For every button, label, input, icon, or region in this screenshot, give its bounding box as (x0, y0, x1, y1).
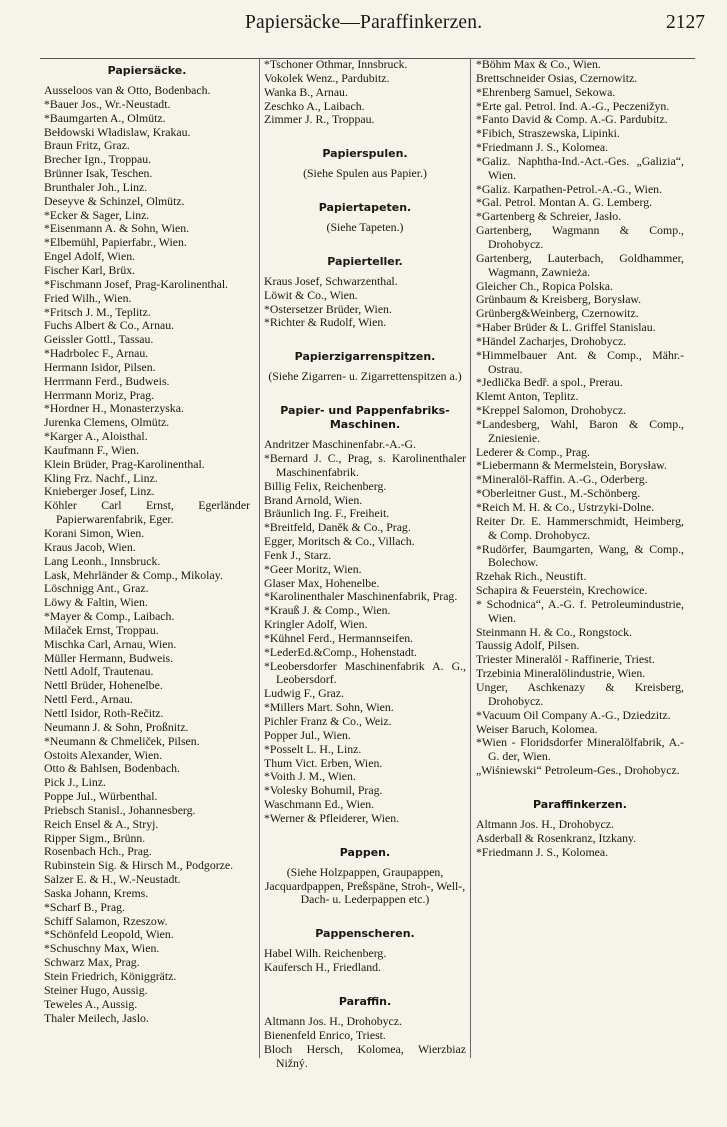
directory-entry: Brettschneider Osias, Czernowitz. (476, 70, 638, 85)
directory-entry: Taussig Adolf, Pilsen. (476, 638, 580, 653)
directory-entry: Korani Simon, Wien. (44, 526, 145, 540)
directory-entry: *Geer Moritz, Wien. (264, 561, 362, 576)
directory-entry: Neumann J. & Sohn, Proßnitz. (44, 719, 189, 734)
directory-entry: Bienenfeld Enrico, Triest. (264, 1027, 386, 1042)
directory-entry: *Mayer & Comp., Laibach. (44, 609, 175, 624)
directory-entry: Wanka B., Arnau. (264, 84, 348, 99)
directory-entry: Nettl Brüder, Hohenelbe. (44, 678, 163, 693)
directory-entry: Mischka Carl, Arnau, Wien. (44, 636, 177, 651)
directory-entry: *Elbemühl, Papierfabr., Wien. (44, 235, 187, 250)
directory-entry: Egger, Moritsch & Co., Villach. (264, 534, 415, 549)
directory-entry: „Wiśniewski“ Petroleum-Ges., Drohobycz. (476, 763, 680, 778)
directory-entry: Engel Adolf, Wien. (44, 249, 136, 264)
directory-entry: Brand Arnold, Wien. (264, 492, 363, 507)
directory-entry: Nettl Adolf, Trautenau. (44, 664, 154, 679)
directory-entry: *Gartenberg & Schreier, Jasło. (476, 209, 622, 224)
directory-entry: Gartenberg, Lauterbach, Goldhammer, Wagmann, Zawnieża. (476, 250, 684, 279)
section-heading: Papierteller. (327, 254, 403, 268)
cross-reference-note: (Siehe Zigarren- u. Zigarrettenspitzen a.) (268, 369, 462, 384)
directory-entry: *Kühnel Ferd., Hermannseifen. (264, 630, 414, 645)
directory-entry: Kraus Josef, Schwarzenthal. (264, 273, 398, 288)
directory-entry: *Händel Zacharjes, Drohobycz. (476, 333, 627, 348)
directory-entry: Rubinstein Sig. & Hirsch M., Podgorze. (44, 858, 234, 873)
directory-entry: Teweles A., Aussig. (44, 996, 138, 1011)
directory-entry: Köhler Carl Ernst, Egerländer Papierwarenfabrik, Eger. (44, 498, 250, 527)
directory-entry: *Friedmann J. S., Kolomea. (476, 140, 609, 155)
directory-entry: Altmann Jos. H., Drohobycz. (264, 1013, 402, 1028)
directory-entry: Bloch Hersch, Kolomea, Wierzbiaz Nižný. (264, 1041, 466, 1070)
directory-entry: Brunthaler Joh., Linz. (44, 179, 148, 194)
directory-entry: Lederer & Comp., Prag. (476, 444, 591, 459)
directory-entry: Bełdowski Władislaw, Krakau. (44, 124, 191, 139)
directory-entry: *Ehrenberg Samuel, Sekowa. (476, 84, 616, 99)
directory-entry: Milaček Ernst, Troppau. (44, 622, 159, 637)
directory-entry: *Schönfeld Leopold, Wien. (44, 927, 174, 942)
directory-entry: Bräunlich Ing. F., Freiheit. (264, 506, 390, 521)
directory-entry: *Friedmann J. S., Kolomea. (476, 844, 609, 859)
directory-entry: *Galiz. Karpathen-Petrol.-A.-G., Wien. (476, 181, 663, 196)
running-title: Papiersäcke—Paraffinkerzen. (245, 12, 483, 33)
directory-entry: Pichler Franz & Co., Weiz. (264, 714, 392, 728)
directory-entry: Brecher Ign., Troppau. (44, 152, 152, 167)
directory-entry: Stein Friedrich, Königgrätz. (44, 969, 177, 983)
directory-entry: Rosenbach Hch., Prag. (44, 844, 152, 859)
section-heading: Paraffinkerzen. (533, 797, 627, 811)
directory-entry: Herrmann Moriz, Prag. (44, 387, 155, 402)
directory-entry: Steinmann H. & Co., Rongstock. (476, 624, 632, 639)
directory-entry: *Werner & Pfleiderer, Wien. (264, 810, 400, 825)
directory-entry: Priebsch Stanisl., Johannesberg. (44, 802, 196, 817)
section-heading: Papierzigarrenspitzen. (294, 350, 436, 364)
directory-entry: Ostoits Alexander, Wien. (44, 747, 163, 762)
directory-entry: Nettl Ferd., Arnau. (44, 692, 133, 707)
directory-entry: *LederEd.&Comp., Hohenstadt. (264, 644, 418, 659)
section-spacer (264, 127, 466, 141)
directory-entry: Löwy & Faltin, Wien. (44, 595, 148, 610)
directory-entry: *Fibich, Straszewska, Lipinki. (476, 126, 620, 141)
directory-entry: Steiner Hugo, Aussig. (44, 982, 148, 997)
directory-entry: Nettl Isidor, Roth-Rečitz. (44, 705, 164, 720)
directory-entry: Triester Mineralöl - Raffinerie, Triest. (476, 652, 655, 667)
directory-entry: Fuchs Albert & Co., Arnau. (44, 318, 175, 333)
directory-entry: *Fanto David & Comp. A.-G. Pardubitz. (476, 112, 668, 127)
directory-entry: *Vacuum Oil Company A.-G., Dziedzitz. (476, 707, 671, 722)
directory-entry: Jurenka Clemens, Olmütz. (44, 415, 170, 430)
directory-entry: Grünberg&Weinberg, Czernowitz. (476, 306, 639, 321)
section-heading: Pappen. (339, 845, 391, 859)
section-spacer (264, 826, 466, 840)
cross-reference-note: (Siehe Spulen aus Papier.) (303, 166, 427, 181)
directory-entry: Geissler Gottl., Tassau. (44, 332, 154, 347)
directory-entry: Fischer Karl, Brüx. (44, 262, 136, 277)
directory-entry: *Haber Brüder & L. Griffel Stanislau. (476, 320, 656, 335)
directory-entry: *Galiz. Naphtha-Ind.-Act.-Ges. „Galizia“, Wien. (476, 153, 684, 182)
directory-entry: *Leobersdorfer Maschinenfabrik A. G., Leobersdorf. (264, 658, 466, 687)
directory-entry: Zimmer J. R., Troppau. (264, 112, 375, 127)
section-heading: Papiertapeten. (318, 201, 412, 215)
directory-entry: *Volesky Bohumil, Prag. (264, 783, 383, 798)
directory-entry: Zeschko A., Laibach. (264, 98, 365, 113)
directory-entry: Grünbaum & Kreisberg, Borysław. (476, 292, 642, 307)
section-heading: Papierspulen. (322, 147, 408, 161)
directory-entry: Vokolek Wenz., Pardubitz. (264, 70, 390, 85)
page-header (0, 8, 727, 42)
directory-entry: Asderball & Rosenkranz, Itzkany. (476, 830, 637, 845)
directory-entry: *Liebermann & Mermelstein, Borysław. (476, 458, 667, 473)
directory-entry: Kringler Adolf, Wien. (264, 617, 368, 632)
column-3 (476, 58, 684, 859)
directory-entry: Reich Ensel & A., Stryj. (44, 816, 159, 831)
directory-entry: Andritzer Maschinenfabr.-A.-G. (264, 437, 416, 452)
directory-entry: Klemt Anton, Teplitz. (476, 389, 579, 404)
directory-entry: Klein Brüder, Prag-Karolinenthal. (44, 456, 205, 471)
directory-entry: *Karger A., Aloisthal. (44, 429, 148, 444)
directory-entry: *Böhm Max & Co., Wien. (476, 57, 601, 71)
directory-entry: Kraus Jacob, Wien. (44, 539, 136, 554)
directory-entry: Kling Frz. Nachf., Linz. (44, 470, 158, 485)
directory-entry: Fried Wilh., Wien. (44, 290, 132, 305)
section-heading: Pappenscheren. (315, 927, 415, 941)
directory-entry: Kaufmann F., Wien. (44, 442, 140, 457)
directory-entry: Popper Jul., Wien. (264, 727, 351, 742)
directory-entry: *Himmelbauer Ant. & Comp., Mähr.-Ostrau. (476, 347, 684, 376)
directory-entry: *Erte gal. Petrol. Ind. A.-G., Peczenižyn. (476, 98, 670, 113)
directory-entry: *Mineralöl-Raffin. A.-G., Oderberg. (476, 472, 648, 487)
section-spacer (264, 384, 466, 398)
directory-entry: Ludwig F., Graz. (264, 686, 344, 701)
directory-entry: *Hordner H., Monasterzyska. (44, 401, 184, 416)
cross-reference-note: (Siehe Holzpappen, Graupappen, Jacquardpappen, Preßspäne, Stroh-, Well-, Dach- u. Lederpappen etc.) (264, 864, 466, 907)
directory-entry: *Ostersetzer Brüder, Wien. (264, 301, 392, 316)
section-heading: Papiersäcke. (107, 64, 187, 77)
directory-entry: *Neumann & Chmeliček, Pilsen. (44, 733, 200, 748)
directory-entry: Schwarz Max, Prag. (44, 955, 140, 970)
directory-entry: Thum Vict. Erben, Wien. (264, 755, 383, 770)
directory-entry: Ausseloos van & Otto, Bodenbach. (44, 83, 211, 97)
column-2 (259, 57, 471, 1070)
directory-entry: Rzehak Rich., Neustift. (476, 569, 587, 584)
directory-entry: Kaufersch H., Friedland. (264, 960, 381, 975)
directory-entry: Lang Leonh., Innsbruck. (44, 553, 161, 568)
directory-entry: Thaler Meilech, Jaslo. (44, 1010, 149, 1025)
directory-entry: *Krauß J. & Comp., Wien. (264, 603, 391, 618)
directory-entry: Gartenberg, Wagmann & Comp., Drohobycz. (476, 223, 684, 251)
cross-reference-note: (Siehe Tapeten.) (326, 220, 404, 235)
directory-entry: *Scharf B., Prag. (44, 899, 125, 914)
directory-entry: *Voith J. M., Wien. (264, 769, 356, 784)
directory-entry: Müller Hermann, Budweis. (44, 650, 174, 665)
directory-entry: Saska Johann, Krems. (44, 885, 149, 900)
directory-entry: *Breitfeld, Daněk & Co., Prag. (264, 520, 411, 535)
directory-entry: Reiter Dr. E. Hammerschmidt, Heimberg, & Comp. Drohobycz. (476, 513, 684, 542)
directory-entry: Fenk J., Starz. (264, 547, 332, 562)
directory-entry: *Ecker & Sager, Linz. (44, 207, 150, 222)
directory-entry: Otto & Bahlsen, Bodenbach. (44, 761, 180, 776)
directory-entry: *Posselt L. H., Linz. (264, 741, 362, 756)
section-spacer (264, 330, 466, 344)
directory-entry: Weiser Baruch, Kolomea. (476, 721, 598, 736)
section-spacer (476, 778, 684, 792)
directory-entry: Billig Felix, Reichenberg. (264, 478, 387, 493)
directory-entry: *Millers Mart. Sohn, Wien. (264, 700, 394, 715)
directory-entry: Waschmann Ed., Wien. (264, 797, 375, 812)
directory-entry: *Eisenmann A. & Sohn, Wien. (44, 221, 190, 236)
directory-entry: Glaser Max, Hohenelbe. (264, 575, 380, 590)
directory-entry: Poppe Jul., Würbenthal. (44, 789, 158, 804)
directory-entry: *Kreppel Salomon, Drohobycz. (476, 403, 627, 418)
directory-entry: *Baumgarten A., Olmütz. (44, 110, 166, 125)
directory-entry: Schiff Salamon, Rzeszow. (44, 913, 168, 928)
directory-entry: Altmann Jos. H., Drohobycz. (476, 816, 614, 831)
directory-entry: Pick J., Linz. (44, 775, 106, 790)
directory-entry: *Hadrbolec F., Arnau. (44, 346, 149, 361)
section-spacer (264, 907, 466, 921)
directory-entry: Knieberger Josef, Linz. (44, 484, 155, 499)
directory-entry: Lask, Mehrländer & Comp., Mikolay. (44, 567, 223, 582)
directory-entry: Brünner Isak, Teschen. (44, 166, 153, 181)
column-1 (44, 58, 250, 1025)
directory-entry: * Schodnica“, A.-G. f. Petroleumindustrie, Wien. (476, 596, 684, 625)
page-number: 2127 (666, 12, 705, 33)
directory-entry: *Richter & Rudolf, Wien. (264, 315, 387, 330)
directory-entry: Unger, Aschkenazy & Kreisberg, Drohobycz. (476, 679, 684, 708)
directory-entry: *Karolinenthaler Maschinenfabrik, Prag. (264, 589, 458, 604)
directory-entry: *Tschoner Othmar, Innsbruck. (264, 57, 408, 71)
directory-entry: Löschnigg Ant., Graz. (44, 581, 149, 596)
directory-entry: *Oberleitner Gust., M.-Schönberg. (476, 486, 641, 501)
directory-entry: Salzer E. & H., W.-Neustadt. (44, 872, 181, 887)
directory-entry: Schapira & Feuerstein, Krechowice. (476, 583, 648, 598)
section-heading: Papier- und Pappenfabriks-Maschinen. (280, 404, 450, 432)
directory-entry: *Bauer Jos., Wr.-Neustadt. (44, 96, 171, 111)
directory-entry: *Rudörfer, Baumgarten, Wang, & Comp., Bolechow. (476, 541, 684, 570)
directory-entry: *Bernard J. C., Prag, s. Karolinenthaler Maschinenfabrik. (264, 450, 466, 479)
directory-entry: *Schuschny Max, Wien. (44, 941, 160, 956)
directory-entry: *Fritsch J. M., Teplitz. (44, 304, 151, 319)
directory-entry: Gleicher Ch., Ropica Polska. (476, 278, 613, 293)
directory-entry: Ripper Sigm., Brünn. (44, 830, 146, 845)
directory-entry: Deseyve & Schinzel, Olmütz. (44, 193, 185, 208)
directory-entry: Herrmann Ferd., Budweis. (44, 373, 170, 388)
directory-entry: Löwit & Co., Wien. (264, 287, 358, 302)
directory-entry: *Landesberg, Wahl, Baron & Comp., Zniesienie. (476, 416, 684, 445)
directory-entry: Braun Fritz, Graz. (44, 138, 130, 153)
directory-entry: *Fischmann Josef, Prag-Karolinenthal. (44, 276, 229, 291)
directory-entry: *Reich M. H. & Co., Ustrzyki-Dolne. (476, 500, 655, 514)
directory-entry: *Jedlička Bedř. a spol., Prerau. (476, 375, 623, 390)
section-spacer (264, 181, 466, 195)
directory-entry: *Gal. Petrol. Montan A. G. Lemberg. (476, 195, 653, 210)
section-spacer (264, 235, 466, 249)
section-spacer (264, 975, 466, 989)
directory-entry: Habel Wilh. Reichenberg. (264, 946, 387, 961)
directory-entry: Trzebinia Mineralölindustrie, Wien. (476, 666, 646, 681)
section-heading: Paraffin. (338, 994, 392, 1008)
directory-entry: Hermann Isidor, Pilsen. (44, 359, 156, 374)
directory-entry: *Wien - Floridsdorfer Mineralölfabrik, A.-G. der, Wien. (476, 735, 684, 764)
